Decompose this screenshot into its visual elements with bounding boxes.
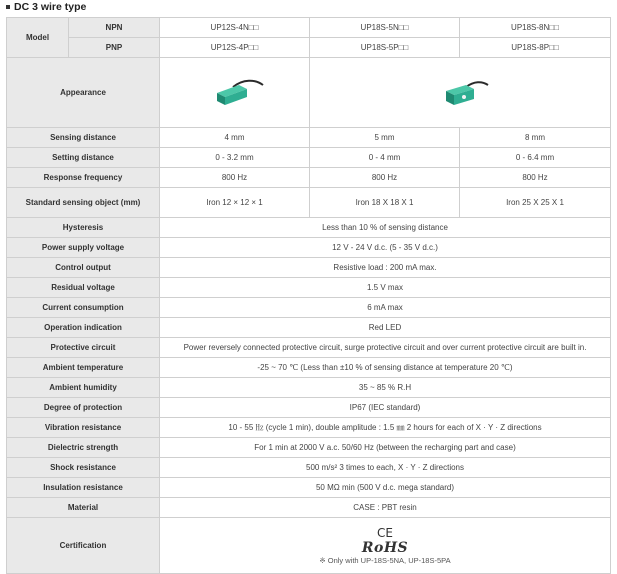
- row-value: Iron 25 X 25 X 1: [460, 188, 611, 218]
- common-label: Ambient humidity: [7, 378, 160, 398]
- common-label: Vibration resistance: [7, 418, 160, 438]
- common-label: Control output: [7, 258, 160, 278]
- row-value: 0 - 4 mm: [310, 148, 460, 168]
- ce-mark: CE: [377, 525, 393, 540]
- row-label: Sensing distance: [7, 128, 160, 148]
- common-row: [7, 338, 611, 358]
- common-label: Hysteresis: [7, 218, 160, 238]
- common-value: 10 - 55 ㎐ (cycle 1 min), double amplitude : 1.5 ㎜ 2 hours for each of X · Y · Z directions: [160, 418, 611, 438]
- row-value: 800 Hz: [310, 168, 460, 188]
- common-row: [7, 438, 611, 458]
- spec-table: [6, 17, 611, 574]
- common-label: Degree of protection: [7, 398, 160, 418]
- model-npn-row: [7, 18, 611, 38]
- spec-row: [7, 148, 611, 168]
- model-pnp-row: [7, 38, 611, 58]
- certification-label: Certification: [7, 518, 160, 574]
- appearance-image-18: [310, 58, 611, 128]
- common-row: [7, 498, 611, 518]
- common-row: [7, 418, 611, 438]
- row-value: 8 mm: [460, 128, 611, 148]
- common-value: 12 V - 24 V d.c. (5 - 35 V d.c.): [160, 238, 611, 258]
- row-label: Response frequency: [7, 168, 160, 188]
- row-value: 5 mm: [310, 128, 460, 148]
- common-row: [7, 378, 611, 398]
- npn-model-2: UP18S-5N□□: [310, 18, 460, 38]
- appearance-label: Appearance: [7, 58, 160, 128]
- spec-row: [7, 168, 611, 188]
- certification-note: ※ Only with UP-18S-5NA, UP-18S-5PA: [319, 555, 451, 565]
- common-label: Residual voltage: [7, 278, 160, 298]
- common-row: [7, 358, 611, 378]
- row-value: 0 - 3.2 mm: [160, 148, 310, 168]
- appearance-image-12: [160, 58, 310, 128]
- common-row: [7, 398, 611, 418]
- row-value: 800 Hz: [160, 168, 310, 188]
- pnp-label: PNP: [69, 38, 160, 58]
- common-value: -25 ~ 70 ℃ (Less than ±10 % of sensing distance at temperature 20 ℃): [160, 358, 611, 378]
- common-label: Protective circuit: [7, 338, 160, 358]
- common-row: [7, 478, 611, 498]
- pnp-model-1: UP12S-4P□□: [160, 38, 310, 58]
- common-value: 1.5 V max: [160, 278, 611, 298]
- certification-value: [160, 518, 611, 574]
- common-row: [7, 238, 611, 258]
- row-label: Standard sensing object (mm): [7, 188, 160, 218]
- common-row: [7, 278, 611, 298]
- rohs-mark: RoHS: [361, 539, 409, 556]
- common-label: Material: [7, 498, 160, 518]
- common-label: Power supply voltage: [7, 238, 160, 258]
- pnp-model-3: UP18S-8P□□: [460, 38, 611, 58]
- sensor-12mm-icon: [203, 73, 267, 113]
- common-row: [7, 258, 611, 278]
- common-row: [7, 218, 611, 238]
- model-label: Model: [7, 18, 69, 58]
- common-row: [7, 318, 611, 338]
- section-title: [6, 1, 86, 13]
- spec-row: [7, 128, 611, 148]
- common-value: IP67 (IEC standard): [160, 398, 611, 418]
- common-label: Insulation resistance: [7, 478, 160, 498]
- common-label: Current consumption: [7, 298, 160, 318]
- common-value: Power reversely connected protective circuit, surge protective circuit and over current protective circuit are built in.: [160, 338, 611, 358]
- npn-model-3: UP18S-8N□□: [460, 18, 611, 38]
- row-value: Iron 12 × 12 × 1: [160, 188, 310, 218]
- spec-row: [7, 188, 611, 218]
- common-value: Less than 10 % of sensing distance: [160, 218, 611, 238]
- common-label: Shock resistance: [7, 458, 160, 478]
- common-value: 50 MΩ min (500 V d.c. mega standard): [160, 478, 611, 498]
- row-value: 0 - 6.4 mm: [460, 148, 611, 168]
- common-value: CASE : PBT resin: [160, 498, 611, 518]
- bullet-icon: [6, 5, 10, 9]
- common-label: Dielectric strength: [7, 438, 160, 458]
- common-value: Red LED: [160, 318, 611, 338]
- sensor-18mm-icon: [428, 73, 492, 113]
- common-label: Operation indication: [7, 318, 160, 338]
- pnp-model-2: UP18S-5P□□: [310, 38, 460, 58]
- row-value: 800 Hz: [460, 168, 611, 188]
- common-value: 6 mA max: [160, 298, 611, 318]
- row-value: Iron 18 X 18 X 1: [310, 188, 460, 218]
- common-value: 35 ~ 85 % R.H: [160, 378, 611, 398]
- common-row: [7, 458, 611, 478]
- npn-model-1: UP12S-4N□□: [160, 18, 310, 38]
- section-title-text: DC 3 wire type: [14, 1, 87, 13]
- common-row: [7, 298, 611, 318]
- common-value: 500 m/s² 3 times to each, X · Y · Z directions: [160, 458, 611, 478]
- common-label: Ambient temperature: [7, 358, 160, 378]
- common-value: Resistive load : 200 mA max.: [160, 258, 611, 278]
- common-value: For 1 min at 2000 V a.c. 50/60 Hz (between the recharging part and case): [160, 438, 611, 458]
- appearance-row: [7, 58, 611, 128]
- row-label: Setting distance: [7, 148, 160, 168]
- row-value: 4 mm: [160, 128, 310, 148]
- npn-label: NPN: [69, 18, 160, 38]
- certification-row: [7, 518, 611, 574]
